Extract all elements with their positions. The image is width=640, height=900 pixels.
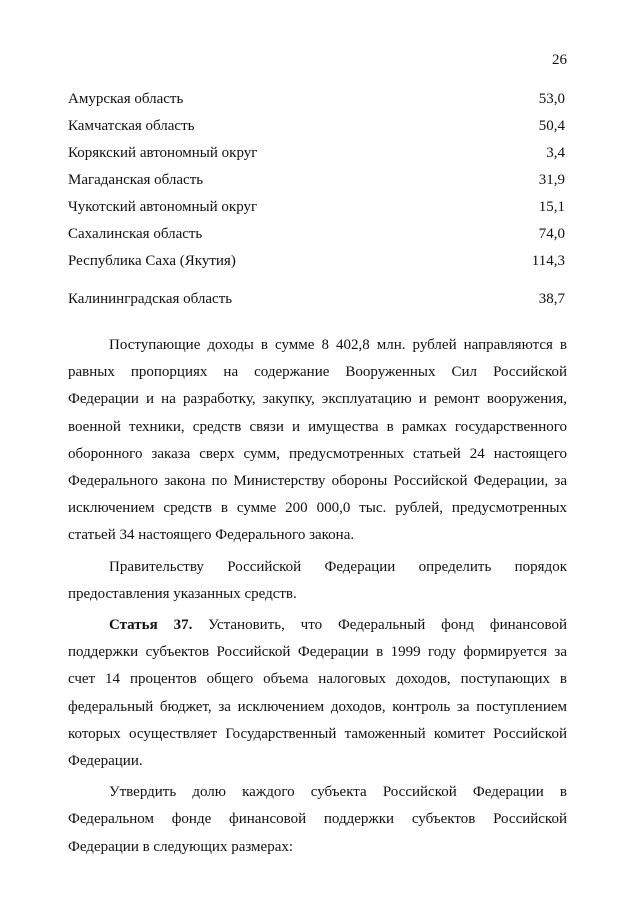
list-item — [68, 89, 565, 116]
region-name: Магаданская область — [68, 172, 204, 188]
paragraph-approve-shares: Утвердить долю каждого субъекта Российской Федерации в Федеральном фонде финансовой поддержки субъектов Российской Федерации в следующих размерах: — [68, 784, 567, 855]
region-name: Республика Саха (Якутия) — [68, 253, 236, 269]
document-body — [68, 332, 567, 865]
region-name: Камчатская область — [68, 118, 195, 134]
paragraph-revenue-allocation: Поступающие доходы в сумме 8 402,8 млн. рублей направляются в равных пропорциях на содержание Вооруженных Сил Российской Федерации и на разработку, закупку, эксплуатацию и ремонт вооружения, военной техники, средств связи и имущества в рамках государственного оборонного заказа сверх сумм, предусмотренных статьей 24 настоящего Федерального закона по Министерству обороны Российской Федерации, за исключением средств в сумме 200 000,0 тыс. рублей, предусмотренных статьей 34 настоящего Федерального закона. — [68, 337, 567, 544]
region-value: 31,9 — [538, 172, 565, 188]
region-value: 15,1 — [538, 199, 565, 215]
region-value: 53,0 — [538, 91, 565, 107]
region-value: 74,0 — [538, 226, 565, 242]
list-item — [68, 224, 565, 251]
list-item — [68, 143, 565, 170]
region-value: 50,4 — [538, 118, 565, 134]
region-name: Калининградская область — [68, 291, 233, 307]
region-name: Амурская область — [68, 91, 184, 107]
list-item — [68, 170, 565, 197]
page-number: 26 — [552, 52, 567, 68]
list-item — [68, 251, 565, 278]
region-value: 38,7 — [538, 291, 565, 307]
list-item — [68, 197, 565, 224]
article-number: Статья 37. — [109, 617, 193, 634]
region-name: Чукотский автономный округ — [68, 199, 258, 215]
region-name: Сахалинская область — [68, 226, 203, 242]
paragraph-government-procedure: Правительству Российской Федерации определить порядок предоставления указанных средств. — [68, 558, 567, 602]
article-text: Установить, что Федеральный фонд финансовой поддержки субъектов Российской Федерации в 1999 году формируется за счет 14 процентов общего объема налоговых доходов, поступающих в федеральный бюджет, за исключением доходов, контроль за поступлением которых осуществляет Государственный таможенный комитет Российской Федерации. — [68, 617, 567, 770]
region-value: 114,3 — [531, 253, 565, 269]
region-name: Корякский автономный округ — [68, 145, 258, 161]
list-item — [68, 289, 565, 316]
list-item — [68, 116, 565, 143]
region-value: 3,4 — [546, 145, 565, 161]
region-allocation-list — [68, 89, 565, 316]
paragraph-article-37 — [68, 612, 567, 775]
